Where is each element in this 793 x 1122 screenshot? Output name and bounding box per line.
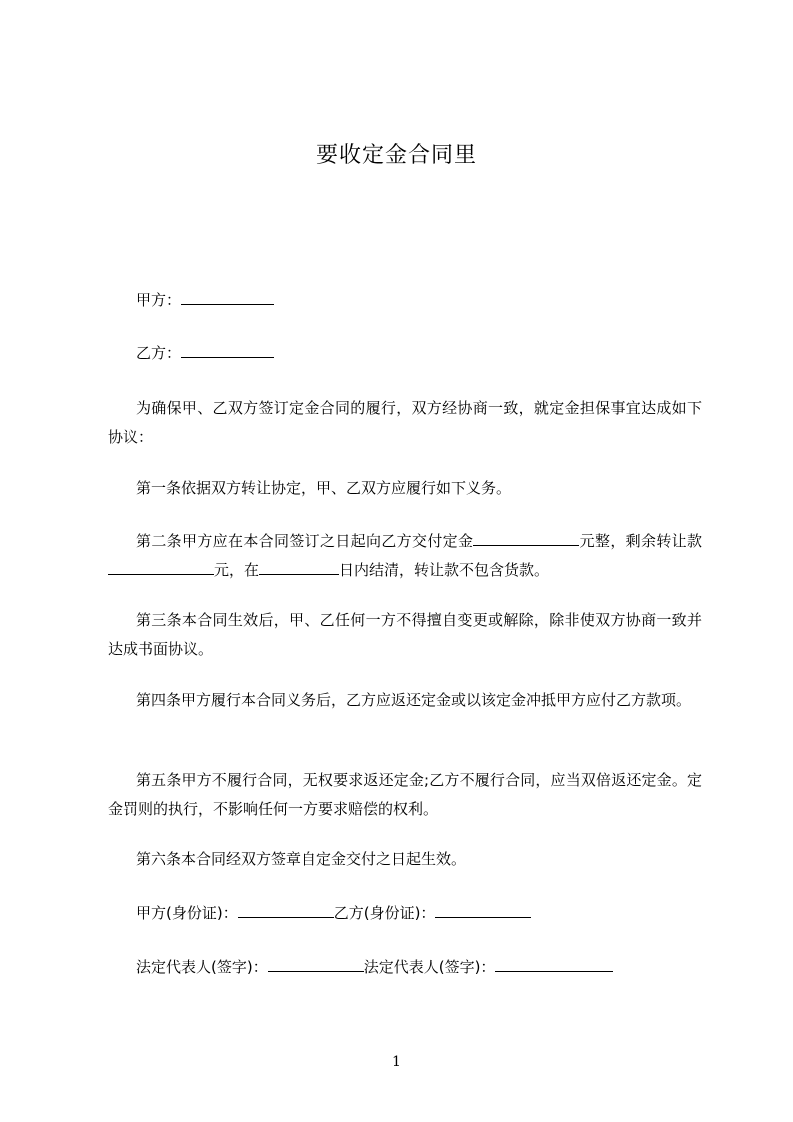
- article-4: 第四条甲方履行本合同义务后，乙方应返还定金或以该定金冲抵甲方应付乙方款项。: [136, 691, 692, 709]
- party-b-id-label: 乙方(身份证)：: [333, 904, 436, 922]
- article-2-part2: 元整，剩余转让款: [579, 532, 702, 550]
- article-1: 第一条依据双方转让协定，甲、乙双方应履行如下义务。: [136, 479, 512, 497]
- article-3: 第三条本合同生效后，甲、乙任何一方不得擅自变更或解除，除非使双方协商一致并达成书面协议。: [108, 611, 702, 658]
- party-b-line: [108, 339, 702, 368]
- party-a-id-blank: [238, 902, 334, 918]
- days-blank: [259, 559, 339, 575]
- party-b-label: 乙方：: [136, 344, 182, 362]
- party-a-label: 甲方：: [136, 291, 182, 309]
- remaining-payment-blank: [108, 559, 214, 575]
- signature-rep-line: [108, 953, 702, 982]
- party-b-id-blank: [435, 902, 531, 918]
- article-2: [108, 527, 702, 585]
- deposit-amount-blank: [473, 530, 579, 546]
- party-a-rep-blank: [268, 956, 364, 972]
- party-a-blank: [181, 289, 274, 305]
- article-5: 第五条甲方不履行合同，无权要求返还定金;乙方不履行合同，应当双倍返还定金。定金罚则的执行，不影响任何一方要求赔偿的权利。: [108, 771, 702, 818]
- party-b-rep-label: 法定代表人(签字)：: [363, 958, 496, 976]
- signature-id-line: [108, 899, 702, 928]
- article-2-part3: 元，在: [214, 561, 260, 579]
- document-title: 要收定金合同里: [315, 143, 477, 168]
- party-a-id-label: 甲方(身份证)：: [136, 904, 238, 922]
- party-a-line: [108, 286, 702, 315]
- party-b-blank: [181, 342, 274, 358]
- party-a-rep-label: 法定代表人(签字)：: [136, 958, 268, 976]
- party-b-rep-blank: [495, 956, 613, 972]
- intro-paragraph: 为确保甲、乙双方签订定金合同的履行，双方经协商一致，就定金担保事宜达成如下协议：: [108, 399, 702, 446]
- page-number: 1: [392, 1054, 401, 1070]
- article-2-part4: 日内结清，转让款不包含货款。: [339, 561, 550, 579]
- article-6: 第六条本合同经双方签章自定金交付之日起生效。: [136, 850, 467, 868]
- article-2-part1: 第二条甲方应在本合同签订之日起向乙方交付定金: [136, 532, 474, 550]
